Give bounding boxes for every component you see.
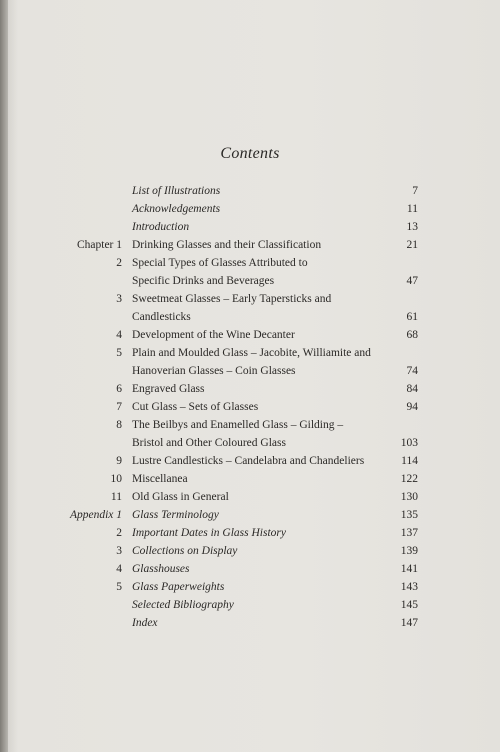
toc-entry-title: Important Dates in Glass History — [132, 527, 286, 539]
toc-row — [0, 488, 500, 506]
toc-row — [0, 272, 500, 290]
toc-row — [0, 524, 500, 542]
toc-entry-title: Plain and Moulded Glass – Jacobite, Williamite and — [132, 347, 371, 359]
toc-row — [0, 236, 500, 254]
toc-page-number: 145 — [400, 599, 418, 611]
toc-chapter-label: 5 — [116, 581, 122, 593]
toc-page-number: 21 — [406, 239, 418, 251]
toc-row — [0, 308, 500, 326]
toc-entry-title: Acknowledgements — [132, 203, 221, 215]
toc-entry-title: Miscellanea — [132, 473, 188, 485]
toc-row — [0, 398, 500, 416]
table-of-contents — [0, 182, 500, 632]
toc-entry-title: List of Illustrations — [132, 185, 221, 197]
toc-row — [0, 344, 500, 362]
toc-chapter-label: 2 — [116, 257, 122, 269]
toc-page-number: 141 — [400, 563, 418, 575]
toc-chapter-label: 2 — [116, 527, 122, 539]
toc-entry-title: Collections on Display — [132, 545, 238, 557]
toc-row — [0, 470, 500, 488]
toc-page-number: 130 — [400, 491, 418, 503]
toc-entry-title: Sweetmeat Glasses – Early Tapersticks and — [132, 293, 332, 305]
toc-entry-title: Specific Drinks and Beverages — [132, 275, 275, 287]
toc-chapter-label: Appendix 1 — [69, 509, 122, 521]
toc-page-number: 74 — [406, 365, 418, 377]
toc-entry-title: Introduction — [132, 221, 190, 233]
toc-chapter-label: 5 — [116, 347, 122, 359]
toc-entry-title: The Beilbys and Enamelled Glass – Gilding – — [132, 419, 344, 431]
toc-row — [0, 506, 500, 524]
toc-chapter-label: 11 — [110, 491, 122, 503]
toc-chapter-label: 9 — [116, 455, 122, 467]
toc-row — [0, 254, 500, 272]
toc-chapter-label: 4 — [116, 563, 122, 575]
toc-entry-title: Bristol and Other Coloured Glass — [132, 437, 286, 449]
toc-page-number: 61 — [406, 311, 418, 323]
toc-page-number: 47 — [406, 275, 418, 287]
toc-entry-title: Special Types of Glasses Attributed to — [132, 257, 308, 269]
toc-page-number: 147 — [400, 617, 418, 629]
toc-page-number: 139 — [400, 545, 418, 557]
toc-page-number: 94 — [406, 401, 418, 413]
toc-chapter-label: 6 — [116, 383, 122, 395]
toc-row — [0, 380, 500, 398]
toc-entry-title: Selected Bibliography — [132, 599, 234, 611]
toc-entry-title: Drinking Glasses and their Classification — [132, 239, 322, 251]
toc-entry-title: Index — [132, 617, 158, 629]
toc-row — [0, 434, 500, 452]
toc-page-number: 68 — [406, 329, 418, 341]
toc-entry-title: Glasshouses — [132, 563, 190, 575]
toc-row — [0, 182, 500, 200]
toc-page-number: 11 — [406, 203, 418, 215]
toc-row — [0, 200, 500, 218]
toc-chapter-label: 3 — [116, 545, 122, 557]
toc-page-number: 122 — [400, 473, 418, 485]
toc-entry-title: Engraved Glass — [132, 383, 205, 395]
toc-row — [0, 578, 500, 596]
toc-entry-title: Development of the Wine Decanter — [132, 329, 295, 341]
toc-page-number: 84 — [406, 383, 418, 395]
toc-page-number: 143 — [400, 581, 418, 593]
toc-entry-title: Glass Terminology — [132, 509, 219, 521]
toc-entry-title: Old Glass in General — [132, 491, 229, 503]
toc-page-number: 103 — [400, 437, 418, 449]
toc-chapter-label: 4 — [116, 329, 122, 341]
toc-row — [0, 614, 500, 632]
toc-page-number: 114 — [401, 455, 418, 467]
toc-row — [0, 416, 500, 434]
toc-row — [0, 290, 500, 308]
toc-row — [0, 362, 500, 380]
toc-chapter-label: 3 — [116, 293, 122, 305]
toc-page-number: 7 — [412, 185, 418, 197]
toc-chapter-label: 10 — [110, 473, 122, 485]
page-title: Contents — [220, 145, 280, 162]
toc-row — [0, 452, 500, 470]
toc-page-number: 13 — [406, 221, 418, 233]
toc-row — [0, 542, 500, 560]
toc-entry-title: Lustre Candlesticks – Candelabra and Chandeliers — [132, 455, 365, 467]
toc-row — [0, 560, 500, 578]
toc-entry-title: Cut Glass – Sets of Glasses — [132, 401, 259, 413]
toc-row — [0, 596, 500, 614]
toc-page-number: 137 — [400, 527, 418, 539]
toc-row — [0, 326, 500, 344]
toc-chapter-label: 7 — [116, 401, 122, 413]
toc-chapter-label: Chapter 1 — [76, 239, 122, 251]
toc-entry-title: Candlesticks — [132, 311, 191, 323]
toc-entry-title: Hanoverian Glasses – Coin Glasses — [132, 365, 296, 377]
toc-row — [0, 218, 500, 236]
toc-page-number: 135 — [400, 509, 418, 521]
toc-entry-title: Glass Paperweights — [132, 581, 225, 593]
toc-chapter-label: 8 — [116, 419, 122, 431]
